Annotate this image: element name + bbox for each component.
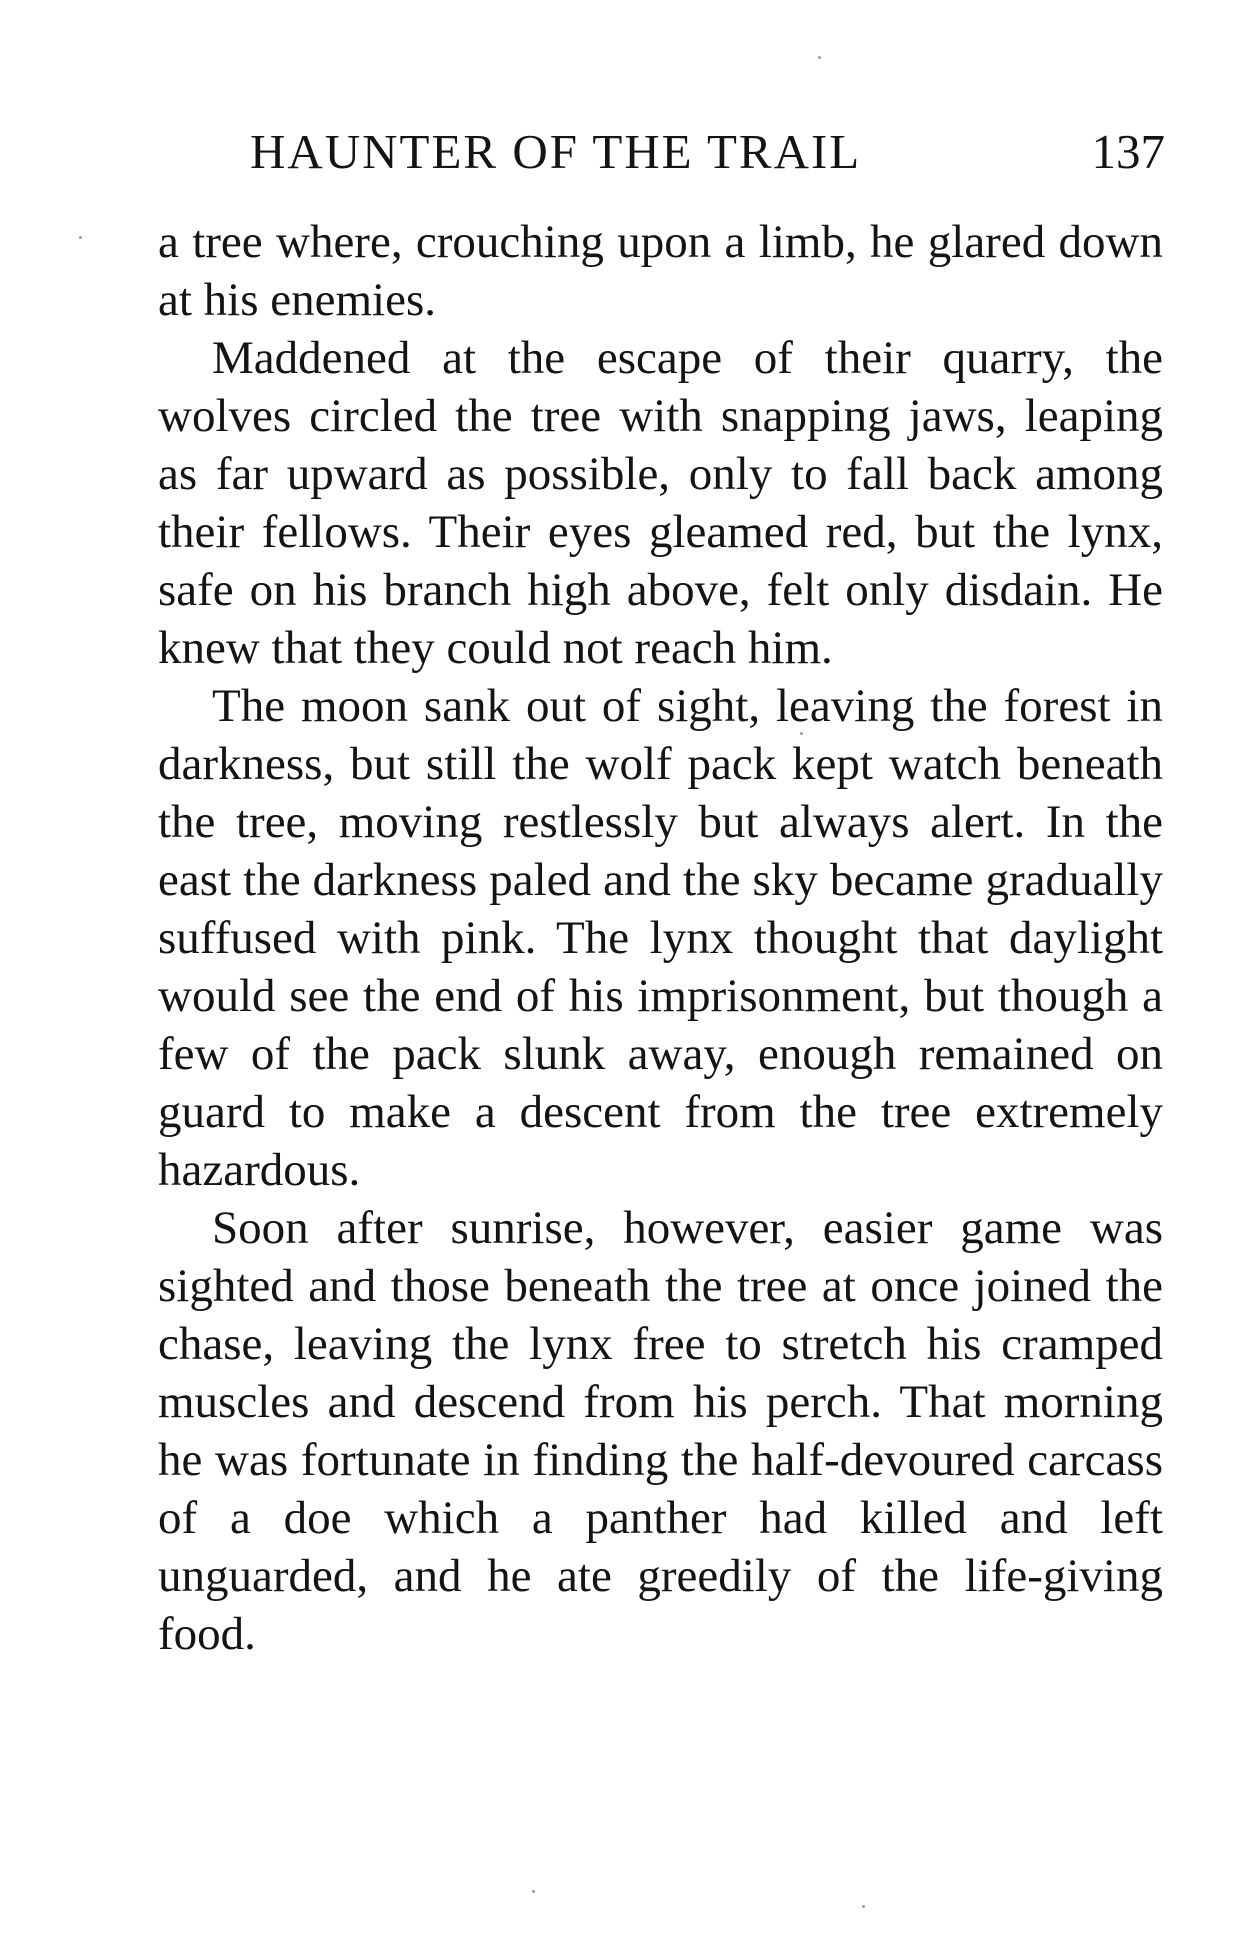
running-title: HAUNTER OF THE TRAIL xyxy=(250,124,862,179)
running-head xyxy=(250,124,1165,180)
paper-speck xyxy=(800,732,803,735)
paragraph: The moon sank out of sight, leaving the forest in darkness, but still the wolf pack kept watch beneath the tree, moving restlessly but always alert. In the east the darkness paled and the sky became gradually suffused with pink. The lynx thought that daylight would see the end of his imprisonment, but though a few of the pack slunk away, enough remained on guard to make a descent from the tree extremely hazardous. xyxy=(158,680,1163,1196)
paragraph-continuation: a tree where, crouching upon a limb, he glared down at his enemies. xyxy=(158,216,1163,326)
page-number: 137 xyxy=(1091,124,1165,179)
paper-speck xyxy=(818,56,821,59)
paragraph: Maddened at the escape of their quarry, the wolves circled the tree with snapping jaws, leaping as far upward as possible, only to fall back among their fellows. Their eyes gleamed red, but the lynx, safe on his branch high above, felt only disdain. He knew that they could not reach him. xyxy=(158,332,1163,674)
paragraph: Soon after sunrise, however, easier game was sighted and those beneath the tree at once joined the chase, leaving the lynx free to stretch his cramped muscles and descend from his perch. That morning he was fortunate in finding the half-devoured carcass of a doe which a panther had killed and left unguarded, and he ate greedily of the life-giving food. xyxy=(158,1202,1163,1660)
paper-speck xyxy=(79,236,82,239)
body-text xyxy=(158,213,1163,1663)
paper-speck xyxy=(532,1890,535,1893)
paper-speck xyxy=(862,1905,865,1908)
